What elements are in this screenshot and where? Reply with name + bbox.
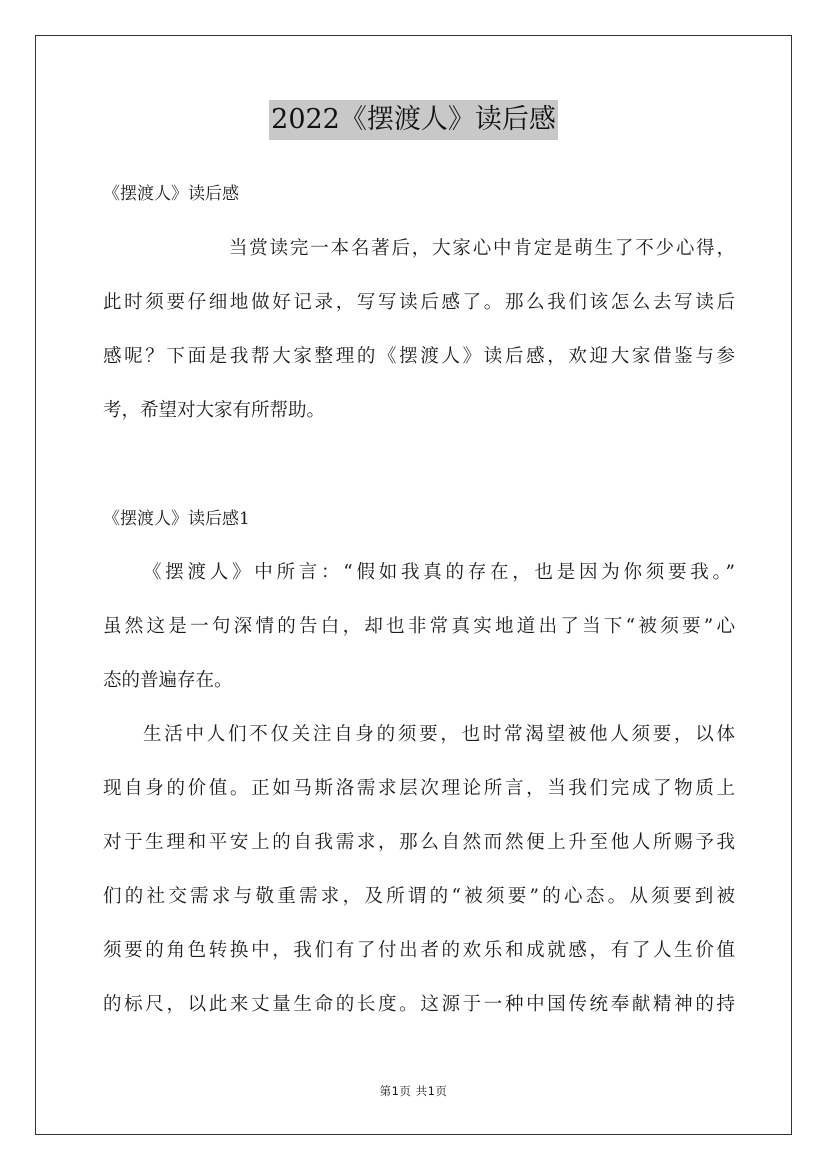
document-title: 2022《摆渡人》读后感 [269, 100, 558, 140]
paragraph2-line-3: 对于生理和平安上的自我需求，那么自然而然便上升至他人所赐予我 [103, 832, 735, 853]
paragraph2-line-4: 们的社交需求与敬重需求，及所谓的“被须要”的心态。从须要到被 [103, 886, 735, 907]
intro-line-2: 此时须要仔细地做好记录，写写读后感了。那么我们该怎么去写读后 [103, 292, 735, 313]
paragraph2-line-2: 现自身的价值。正如马斯洛需求层次理论所言，当我们完成了物质上 [103, 778, 735, 799]
paragraph1-line-3: 态的普遍存在。 [103, 670, 233, 691]
document-subtitle: 《摆渡人》读后感 [103, 184, 239, 204]
paragraph2-line-1: 生活中人们不仅关注自身的须要，也时常渴望被他人须要，以体 [143, 724, 735, 745]
page-number-footer: 第1页 共1页 [379, 1084, 448, 1098]
paragraph1-line-2: 虽然这是一句深情的告白，却也非常真实地道出了当下“被须要”心 [103, 616, 735, 637]
paragraph2-line-6: 的标尺，以此来丈量生命的长度。这源于一种中国传统奉献精神的持 [103, 994, 735, 1015]
intro-line-3: 感呢？下面是我帮大家整理的《摆渡人》读后感，欢迎大家借鉴与参 [103, 346, 735, 367]
section-heading: 《摆渡人》读后感1 [103, 509, 250, 529]
title-container [0, 100, 827, 140]
paragraph2-line-5: 须要的角色转换中，我们有了付出者的欢乐和成就感，有了人生价值 [103, 940, 735, 961]
intro-line-4: 考，希望对大家有所帮助。 [103, 400, 326, 421]
paragraph1-line-1: 《摆渡人》中所言：“假如我真的存在，也是因为你须要我。” [143, 562, 735, 583]
intro-line-1: 当赏读完一本名著后，大家心中肯定是萌生了不少心得， [229, 238, 735, 259]
